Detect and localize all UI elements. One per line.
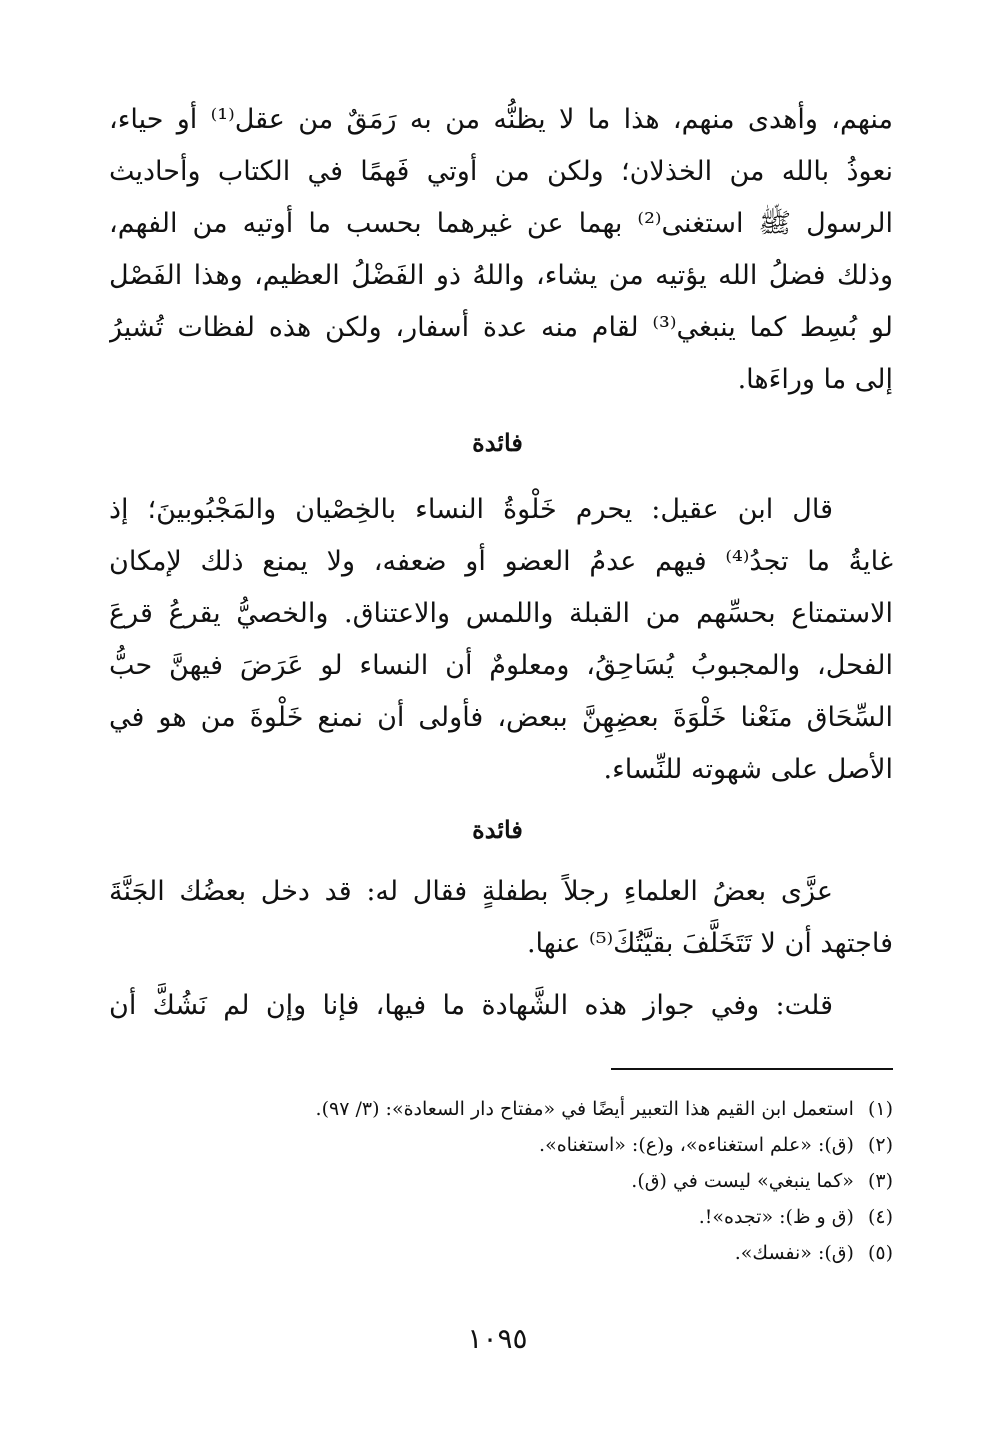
text-line: نعوذُ بالله من الخذلان؛ ولكن من أوتي فَهمًا في الكتاب وأحاديث bbox=[109, 156, 893, 187]
text-line: عزَّى بعضُ العلماءِ رجلاً بطفلةٍ فقال له: قد دخل بعضُك الجَنَّةَ bbox=[109, 876, 833, 907]
footnote-text: (ق): «نفسك». bbox=[734, 1242, 854, 1264]
text-line: إلى ما وراءَها. bbox=[737, 364, 893, 395]
footnote-number: (٥) bbox=[867, 1242, 893, 1264]
footnote-separator bbox=[611, 1068, 893, 1070]
paragraph-1 bbox=[109, 94, 893, 406]
text-line: وذلك فضلُ الله يؤتيه من يشاء، واللهُ ذو الفَضْلُ العظيم، وهذا الفَصْل bbox=[109, 260, 893, 291]
paragraph-3 bbox=[109, 866, 893, 970]
footnote bbox=[109, 1199, 893, 1235]
text-line: قال ابن عقيل: يحرم خَلْوةُ النساء بالخِصْيان والمَجْبُوبينَ؛ إذ bbox=[109, 494, 833, 525]
footnote bbox=[109, 1127, 893, 1163]
footnote bbox=[109, 1235, 893, 1271]
text-line: السِّحَاق منَعْنا خَلْوَةَ بعضِهِنَّ ببعض، فأولى أن نمنع خَلْوةَ من هو في bbox=[109, 702, 893, 733]
footnote-number: (٣) bbox=[867, 1170, 893, 1192]
text-line: لو بُسِط كما ينبغي⁽³⁾ لقام منه عدة أسفار، ولكن هذه لفظات تُشيرُ bbox=[109, 312, 893, 343]
paragraph-4 bbox=[109, 980, 893, 1032]
footnote-number: (٢) bbox=[867, 1134, 893, 1156]
footnote-text: «كما ينبغي» ليست في (ق). bbox=[631, 1170, 854, 1192]
text-line: الأصل على شهوته للنِّساء. bbox=[603, 754, 893, 785]
section-heading: فائدة bbox=[472, 815, 523, 844]
footnotes bbox=[109, 1091, 893, 1271]
text-line: منهم، وأهدى منهم، هذا ما لا يظنُّه من به رَمَقٌ من عقل⁽¹⁾ أو حياء، bbox=[109, 104, 893, 135]
section-heading: فائدة bbox=[472, 428, 523, 457]
page-number: ١٠٩٥ bbox=[467, 1322, 528, 1355]
footnote-text: استعمل ابن القيم هذا التعبير أيضًا في «مفتاح دار السعادة»: (٣/ ٩٧). bbox=[315, 1098, 854, 1120]
text-line: فاجتهد أن لا تَتَخَلَّفَ بقيَّتُكَ⁽⁵⁾ عنها. bbox=[526, 928, 893, 959]
footnote-number: (١) bbox=[867, 1098, 893, 1120]
footnote-number: (٤) bbox=[867, 1206, 893, 1228]
text-line: الاستمتاع بحسِّهم من القبلة واللمس والاعتناق. والخصيُّ يقرعُ قرعَ bbox=[109, 598, 893, 629]
text-line: الفحل، والمجبوبُ يُسَاحِقُ، ومعلومٌ أن النساء لو عَرَضَ فيهنَّ حبُّ bbox=[109, 650, 893, 681]
text-line: قلت: وفي جواز هذه الشَّهادة ما فيها، فإنا وإن لم نَشُكَّ أن bbox=[109, 990, 833, 1021]
footnote bbox=[109, 1163, 893, 1199]
footnote-text: (ق و ظ): «تجده»!. bbox=[698, 1206, 854, 1228]
footnote bbox=[109, 1091, 893, 1127]
paragraph-2 bbox=[109, 484, 893, 796]
text-line: الرسول ﷺ استغنى⁽²⁾ بهما عن غيرهما بحسب ما أوتيه من الفهم، bbox=[109, 208, 893, 239]
text-line: غايةُ ما تجدُ⁽⁴⁾ فيهم عدمُ العضو أو ضعفه، ولا يمنع ذلك لإمكان bbox=[109, 546, 893, 577]
footnote-text: (ق): «علم استغناءه»، و(ع): «استغناه». bbox=[539, 1134, 854, 1156]
